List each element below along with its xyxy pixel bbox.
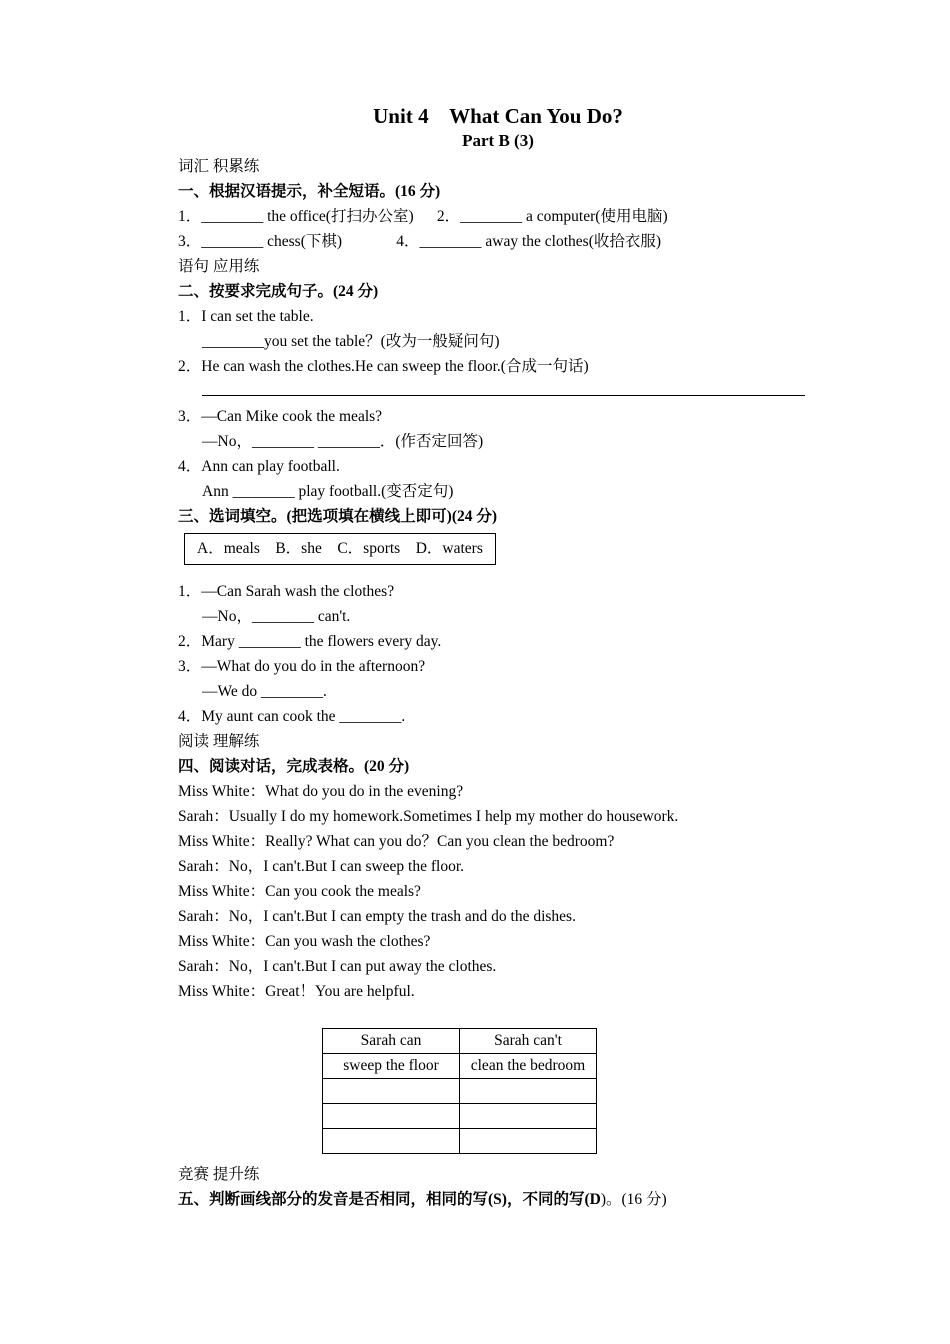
table-cell: clean the bedroom	[460, 1054, 597, 1079]
table-header-row	[323, 1029, 597, 1054]
heading-part: )。(16 分)	[600, 1191, 667, 1208]
section-heading: 四、阅读对话，完成表格。(20 分)	[178, 758, 410, 775]
section-heading: 一、根据汉语提示，补全短语。(16 分)	[178, 183, 441, 200]
dialogue-line: Sarah：Usually I do my homework.Sometimes I help my mother do housework.	[178, 808, 679, 825]
table-cell-empty	[323, 1079, 460, 1104]
dialogue-line: Sarah：No，I can't.But I can put away the clothes.	[178, 958, 497, 975]
table-cell-empty	[323, 1129, 460, 1154]
question-item: 3．—Can Mike cook the meals?	[178, 408, 383, 425]
word-options-box: A．meals B．she C．sports D．waters	[184, 533, 496, 565]
answer-blank-line	[202, 381, 805, 396]
table-cell: sweep the floor	[323, 1054, 460, 1079]
answer-table-wrapper	[322, 1028, 818, 1154]
page-subtitle: Part B (3)	[462, 131, 534, 150]
question-item: 4．Ann can play football.	[178, 458, 340, 475]
question-item: 3．—What do you do in the afternoon?	[178, 658, 426, 675]
answer-table	[322, 1028, 597, 1154]
question-item: Ann ________ play football.(变否定句)	[202, 483, 454, 500]
dialogue-line: Miss White：Can you cook the meals?	[178, 883, 421, 900]
table-row	[323, 1054, 597, 1079]
question-row: 3．________ chess(下棋) 4．________ away the clothes(收拾衣服)	[178, 233, 662, 250]
table-row-empty	[323, 1079, 597, 1104]
section-heading	[178, 1187, 818, 1212]
question-item: 4．My aunt can cook the ________.	[178, 708, 406, 725]
dialogue-line: Miss White：Can you wash the clothes?	[178, 933, 431, 950]
table-cell-empty	[460, 1079, 597, 1104]
dialogue-line: Sarah：No，I can't.But I can sweep the floor.	[178, 858, 465, 875]
answer-line	[178, 379, 818, 404]
question-item: —No，________ ________．(作否定回答)	[202, 433, 484, 450]
heading-symbol-d: D	[589, 1191, 601, 1208]
table-row-empty	[323, 1104, 597, 1129]
heading-part: )，不同的写(	[501, 1191, 590, 1208]
table-cell-empty	[323, 1104, 460, 1129]
dialogue-line: Miss White：Really? What can you do？Can you clean the bedroom?	[178, 833, 615, 850]
question-item: 1．—Can Sarah wash the clothes?	[178, 583, 395, 600]
category-label: 阅读 理解练	[178, 733, 260, 750]
heading-symbol-s: S	[493, 1191, 502, 1208]
question-item: —No，________ can't.	[202, 608, 351, 625]
category-label: 竞赛 提升练	[178, 1166, 260, 1183]
question-item: ________you set the table？(改为一般疑问句)	[202, 333, 500, 350]
worksheet-page	[178, 102, 818, 1212]
table-cell-empty	[460, 1129, 597, 1154]
table-header-cell: Sarah can	[323, 1029, 460, 1054]
question-item: 2．Mary ________ the flowers every day.	[178, 633, 442, 650]
section-heading: 三、选词填空。(把选项填在横线上即可)(24 分)	[178, 508, 498, 525]
dialogue-line: Miss White：Great！You are helpful.	[178, 983, 415, 1000]
table-cell-empty	[460, 1104, 597, 1129]
category-label: 词汇 积累练	[178, 158, 260, 175]
heading-part: 五、判断画线部分的发音是否相同，相同的写(	[178, 1191, 494, 1208]
page-title: Unit 4 What Can You Do?	[373, 104, 623, 128]
dialogue-line: Sarah：No，I can't.But I can empty the trash and do the dishes.	[178, 908, 576, 925]
table-header-cell: Sarah can't	[460, 1029, 597, 1054]
category-label: 语句 应用练	[178, 258, 260, 275]
question-row: 1．________ the office(打扫办公室) 2．________ a computer(使用电脑)	[178, 208, 668, 225]
section-heading: 二、按要求完成句子。(24 分)	[178, 283, 379, 300]
question-item: 2．He can wash the clothes.He can sweep the floor.(合成一句话)	[178, 358, 589, 375]
table-row-empty	[323, 1129, 597, 1154]
question-item: —We do ________.	[202, 683, 327, 700]
dialogue-line: Miss White：What do you do in the evening?	[178, 783, 464, 800]
question-item: 1．I can set the table.	[178, 308, 314, 325]
